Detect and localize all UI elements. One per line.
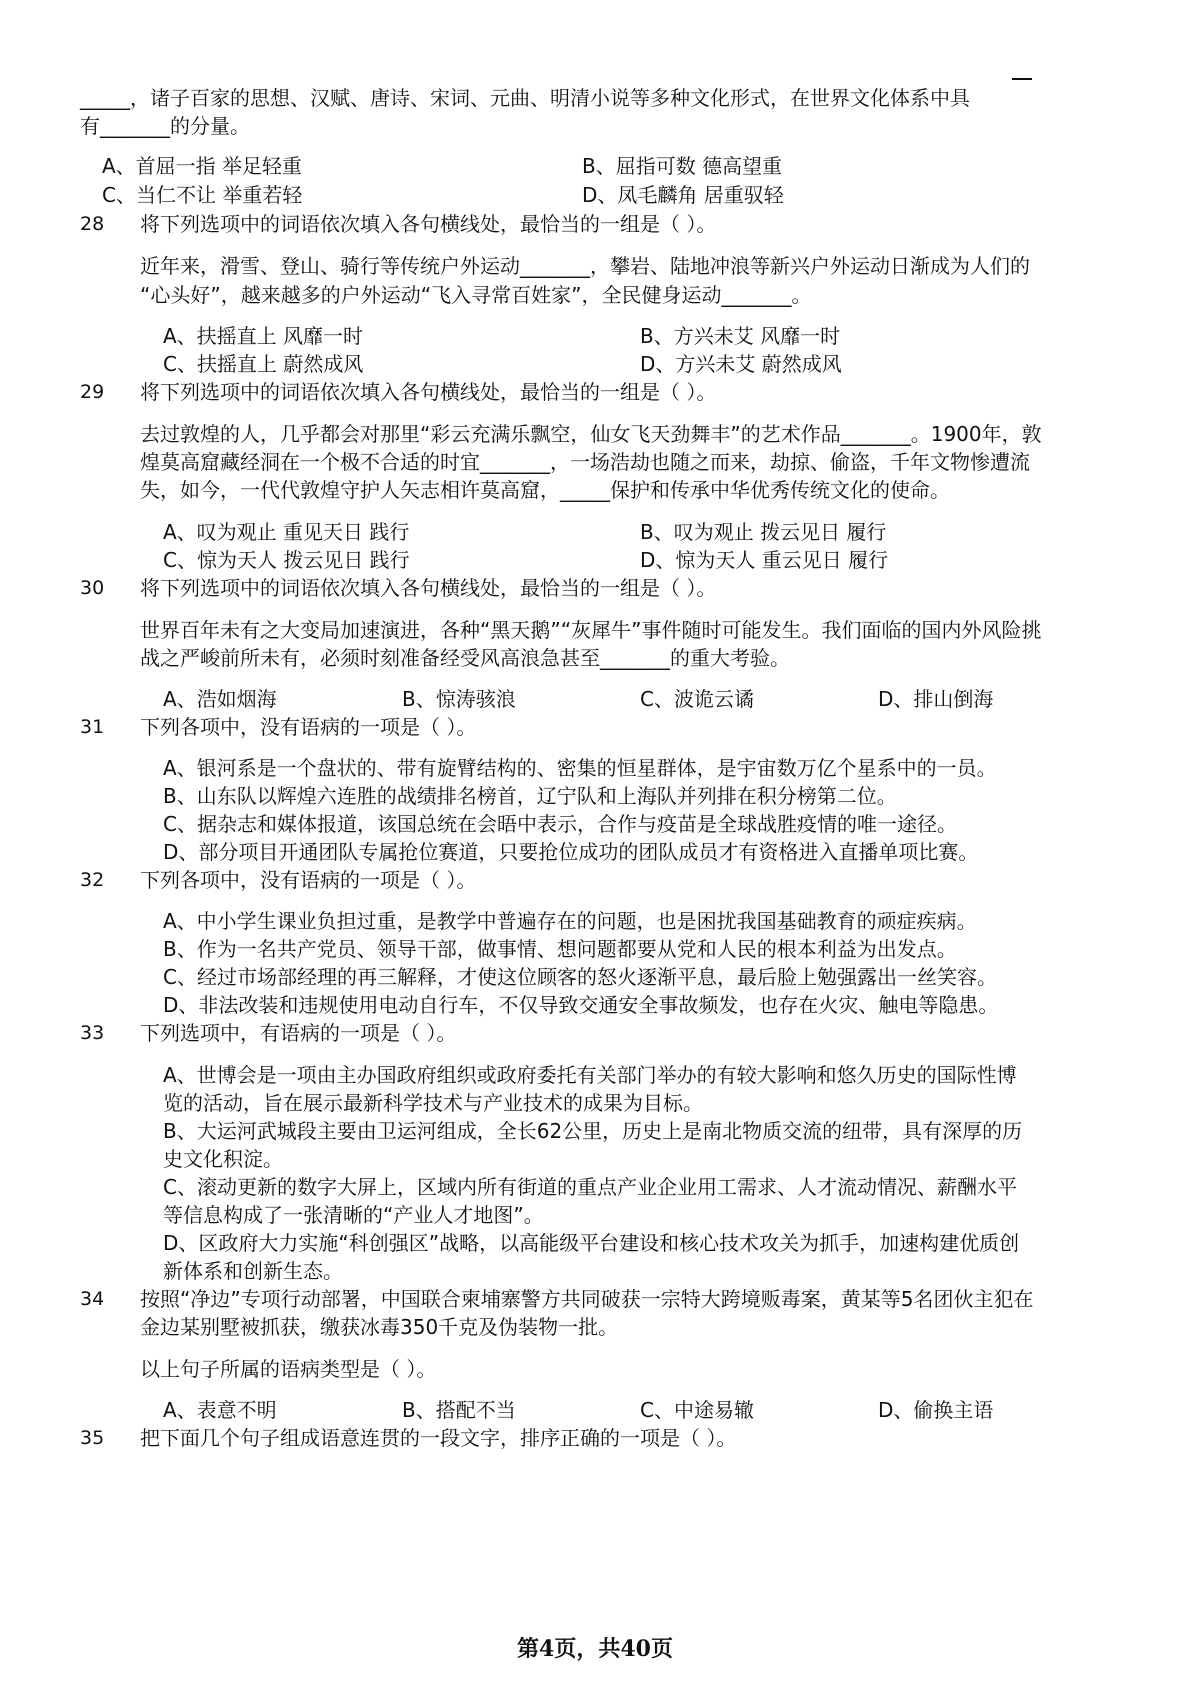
passage-line: 世界百年未有之大变局加速演进，各种“黑天鹅”“灰犀牛”事件随时可能发生。我们面临的国内外风险挑 xyxy=(140,618,1042,642)
question-number: 34 xyxy=(80,1288,105,1310)
question-stem-line: 金边某别墅被抓获，缴获冰毒350千克及伪装物一批。 xyxy=(140,1315,619,1339)
intro-option-d: D、凤毛麟角 居重驭轻 xyxy=(582,183,784,207)
question-number: 29 xyxy=(80,381,105,403)
option-c-line: 等信息构成了一张清晰的“产业人才地图”。 xyxy=(163,1203,544,1227)
option-d: D、惊为天人 重云见日 履行 xyxy=(640,548,889,572)
option-a: A、银河系是一个盘状的、带有旋臂结构的、密集的恒星群体，是宇宙数万亿个星系中的一员。 xyxy=(163,756,997,780)
question-stem: 下列各项中，没有语病的一项是（ ）。 xyxy=(140,715,477,739)
option-c: C、经过市场部经理的再三解释，才使这位顾客的怒火逐渐平息，最后脸上勉强露出一丝笑容。 xyxy=(163,965,997,989)
option-d: D、非法改装和违规使用电动自行车，不仅导致交通安全事故频发，也存在火灾、触电等隐患。 xyxy=(163,993,999,1017)
passage-line: 煌莫高窟藏经洞在一个极不合适的时宜_______，一场浩劫也随之而来，劫掠、偷盗，千年文物惨遭流 xyxy=(140,450,1030,474)
question-stem: 把下面几个句子组成语意连贯的一段文字，排序正确的一项是（ ）。 xyxy=(140,1426,737,1450)
passage-line: 去过敦煌的人，几乎都会对那里“彩云充满乐飘空，仙女飞天劲舞丰”的艺术作品_______。1900年，敦 xyxy=(140,422,1042,446)
question-stem-line: 按照“净边”专项行动部署，中国联合柬埔寨警方共同破获一宗特大跨境贩毒案，黄某等5名团伙主犯在 xyxy=(140,1287,1034,1311)
option-b: B、方兴未艾 风靡一时 xyxy=(640,324,841,348)
option-b: B、叹为观止 拨云见日 履行 xyxy=(640,520,887,544)
option-b: B、作为一名共产党员、领导干部，做事情、想问题都要从党和人民的根本利益为出发点。 xyxy=(163,937,957,961)
page-footer: 第4页，共40页 xyxy=(517,1636,673,1662)
intro-option-a: A、首屈一指 举足轻重 xyxy=(102,154,303,178)
question-number: 32 xyxy=(80,869,105,891)
question-number: 28 xyxy=(80,213,105,235)
option-a: A、叹为观止 重见天日 践行 xyxy=(163,520,410,544)
question-number: 33 xyxy=(80,1022,105,1044)
option-d: D、偷换主语 xyxy=(878,1398,994,1422)
option-a: A、表意不明 xyxy=(163,1398,277,1422)
question-stem: 将下列选项中的词语依次填入各句横线处，最恰当的一组是（ ）。 xyxy=(140,212,717,236)
question-stem: 将下列选项中的词语依次填入各句横线处，最恰当的一组是（ ）。 xyxy=(140,380,717,404)
option-a: A、浩如烟海 xyxy=(163,687,277,711)
question-number: 30 xyxy=(80,577,105,599)
option-b: B、搭配不当 xyxy=(402,1398,516,1422)
option-a: A、扶摇直上 风靡一时 xyxy=(163,324,364,348)
option-c: C、中途易辙 xyxy=(640,1398,754,1422)
option-d-line: D、区政府大力实施“科创强区”战略，以高能级平台建设和核心技术攻关为抓手，加速构建优质创 xyxy=(163,1231,1020,1255)
option-d: D、方兴未艾 蔚然成风 xyxy=(640,352,842,376)
question-number: 31 xyxy=(80,716,105,738)
passage-line: “心头好”，越来越多的户外运动“飞入寻常百姓家”，全民健身运动_______。 xyxy=(140,283,812,307)
option-a-line: 览的活动，旨在展示最新科学技术与产业技术的成果为目标。 xyxy=(163,1091,703,1115)
intro-line-1: _____，诸子百家的思想、汉赋、唐诗、宋词、元曲、明清小说等多种文化形式，在世界文化体系中具 xyxy=(80,86,970,110)
option-c-line: C、滚动更新的数字大屏上，区域内所有街道的重点产业企业用工需求、人才流动情况、薪酬水平 xyxy=(163,1175,1017,1199)
question-subprompt: 以上句子所属的语病类型是（ ）。 xyxy=(140,1357,437,1381)
question-stem: 下列各项中，没有语病的一项是（ ）。 xyxy=(140,868,477,892)
intro-line-2: 有_______的分量。 xyxy=(80,114,250,138)
passage-line: 失，如今，一代代敦煌守护人矢志相许莫高窟，_____保护和传承中华优秀传统文化的使命。 xyxy=(140,478,950,502)
option-a-line: A、世博会是一项由主办国政府组织或政府委托有关部门举办的有较大影响和悠久历史的国际性博 xyxy=(163,1063,1017,1087)
option-c: C、扶摇直上 蔚然成风 xyxy=(163,352,364,376)
intro-option-b: B、屈指可数 德高望重 xyxy=(582,154,783,178)
corner-mark xyxy=(1012,78,1032,80)
option-a: A、中小学生课业负担过重，是教学中普遍存在的问题，也是困扰我国基础教育的顽症疾病。 xyxy=(163,909,977,933)
option-d: D、部分项目开通团队专属抢位赛道，只要抢位成功的团队成员才有资格进入直播单项比赛。 xyxy=(163,840,979,864)
passage-line: 战之严峻前所未有，必须时刻准备经受风高浪急甚至_______的重大考验。 xyxy=(140,646,790,670)
option-b-line: 史文化积淀。 xyxy=(163,1147,283,1171)
passage-line: 近年来，滑雪、登山、骑行等传统户外运动_______，攀岩、陆地冲浪等新兴户外运动日渐成为人们的 xyxy=(140,254,1030,278)
option-d: D、排山倒海 xyxy=(878,687,994,711)
option-b: B、惊涛骇浪 xyxy=(402,687,516,711)
option-d-line: 新体系和创新生态。 xyxy=(163,1259,343,1283)
option-b: B、山东队以辉煌六连胜的战绩排名榜首，辽宁队和上海队并列排在积分榜第二位。 xyxy=(163,784,897,808)
option-c: C、波诡云谲 xyxy=(640,687,754,711)
option-c: C、惊为天人 拨云见日 践行 xyxy=(163,548,410,572)
option-c: C、据杂志和媒体报道，该国总统在会晤中表示，合作与疫苗是全球战胜疫情的唯一途径。 xyxy=(163,812,957,836)
question-stem: 下列选项中，有语病的一项是（ ）。 xyxy=(140,1021,457,1045)
intro-option-c: C、当仁不让 举重若轻 xyxy=(102,183,303,207)
question-number: 35 xyxy=(80,1427,105,1449)
option-b-line: B、大运河武城段主要由卫运河组成，全长62公里，历史上是南北物质交流的纽带，具有深厚的历 xyxy=(163,1119,1023,1143)
question-stem: 将下列选项中的词语依次填入各句横线处，最恰当的一组是（ ）。 xyxy=(140,576,717,600)
